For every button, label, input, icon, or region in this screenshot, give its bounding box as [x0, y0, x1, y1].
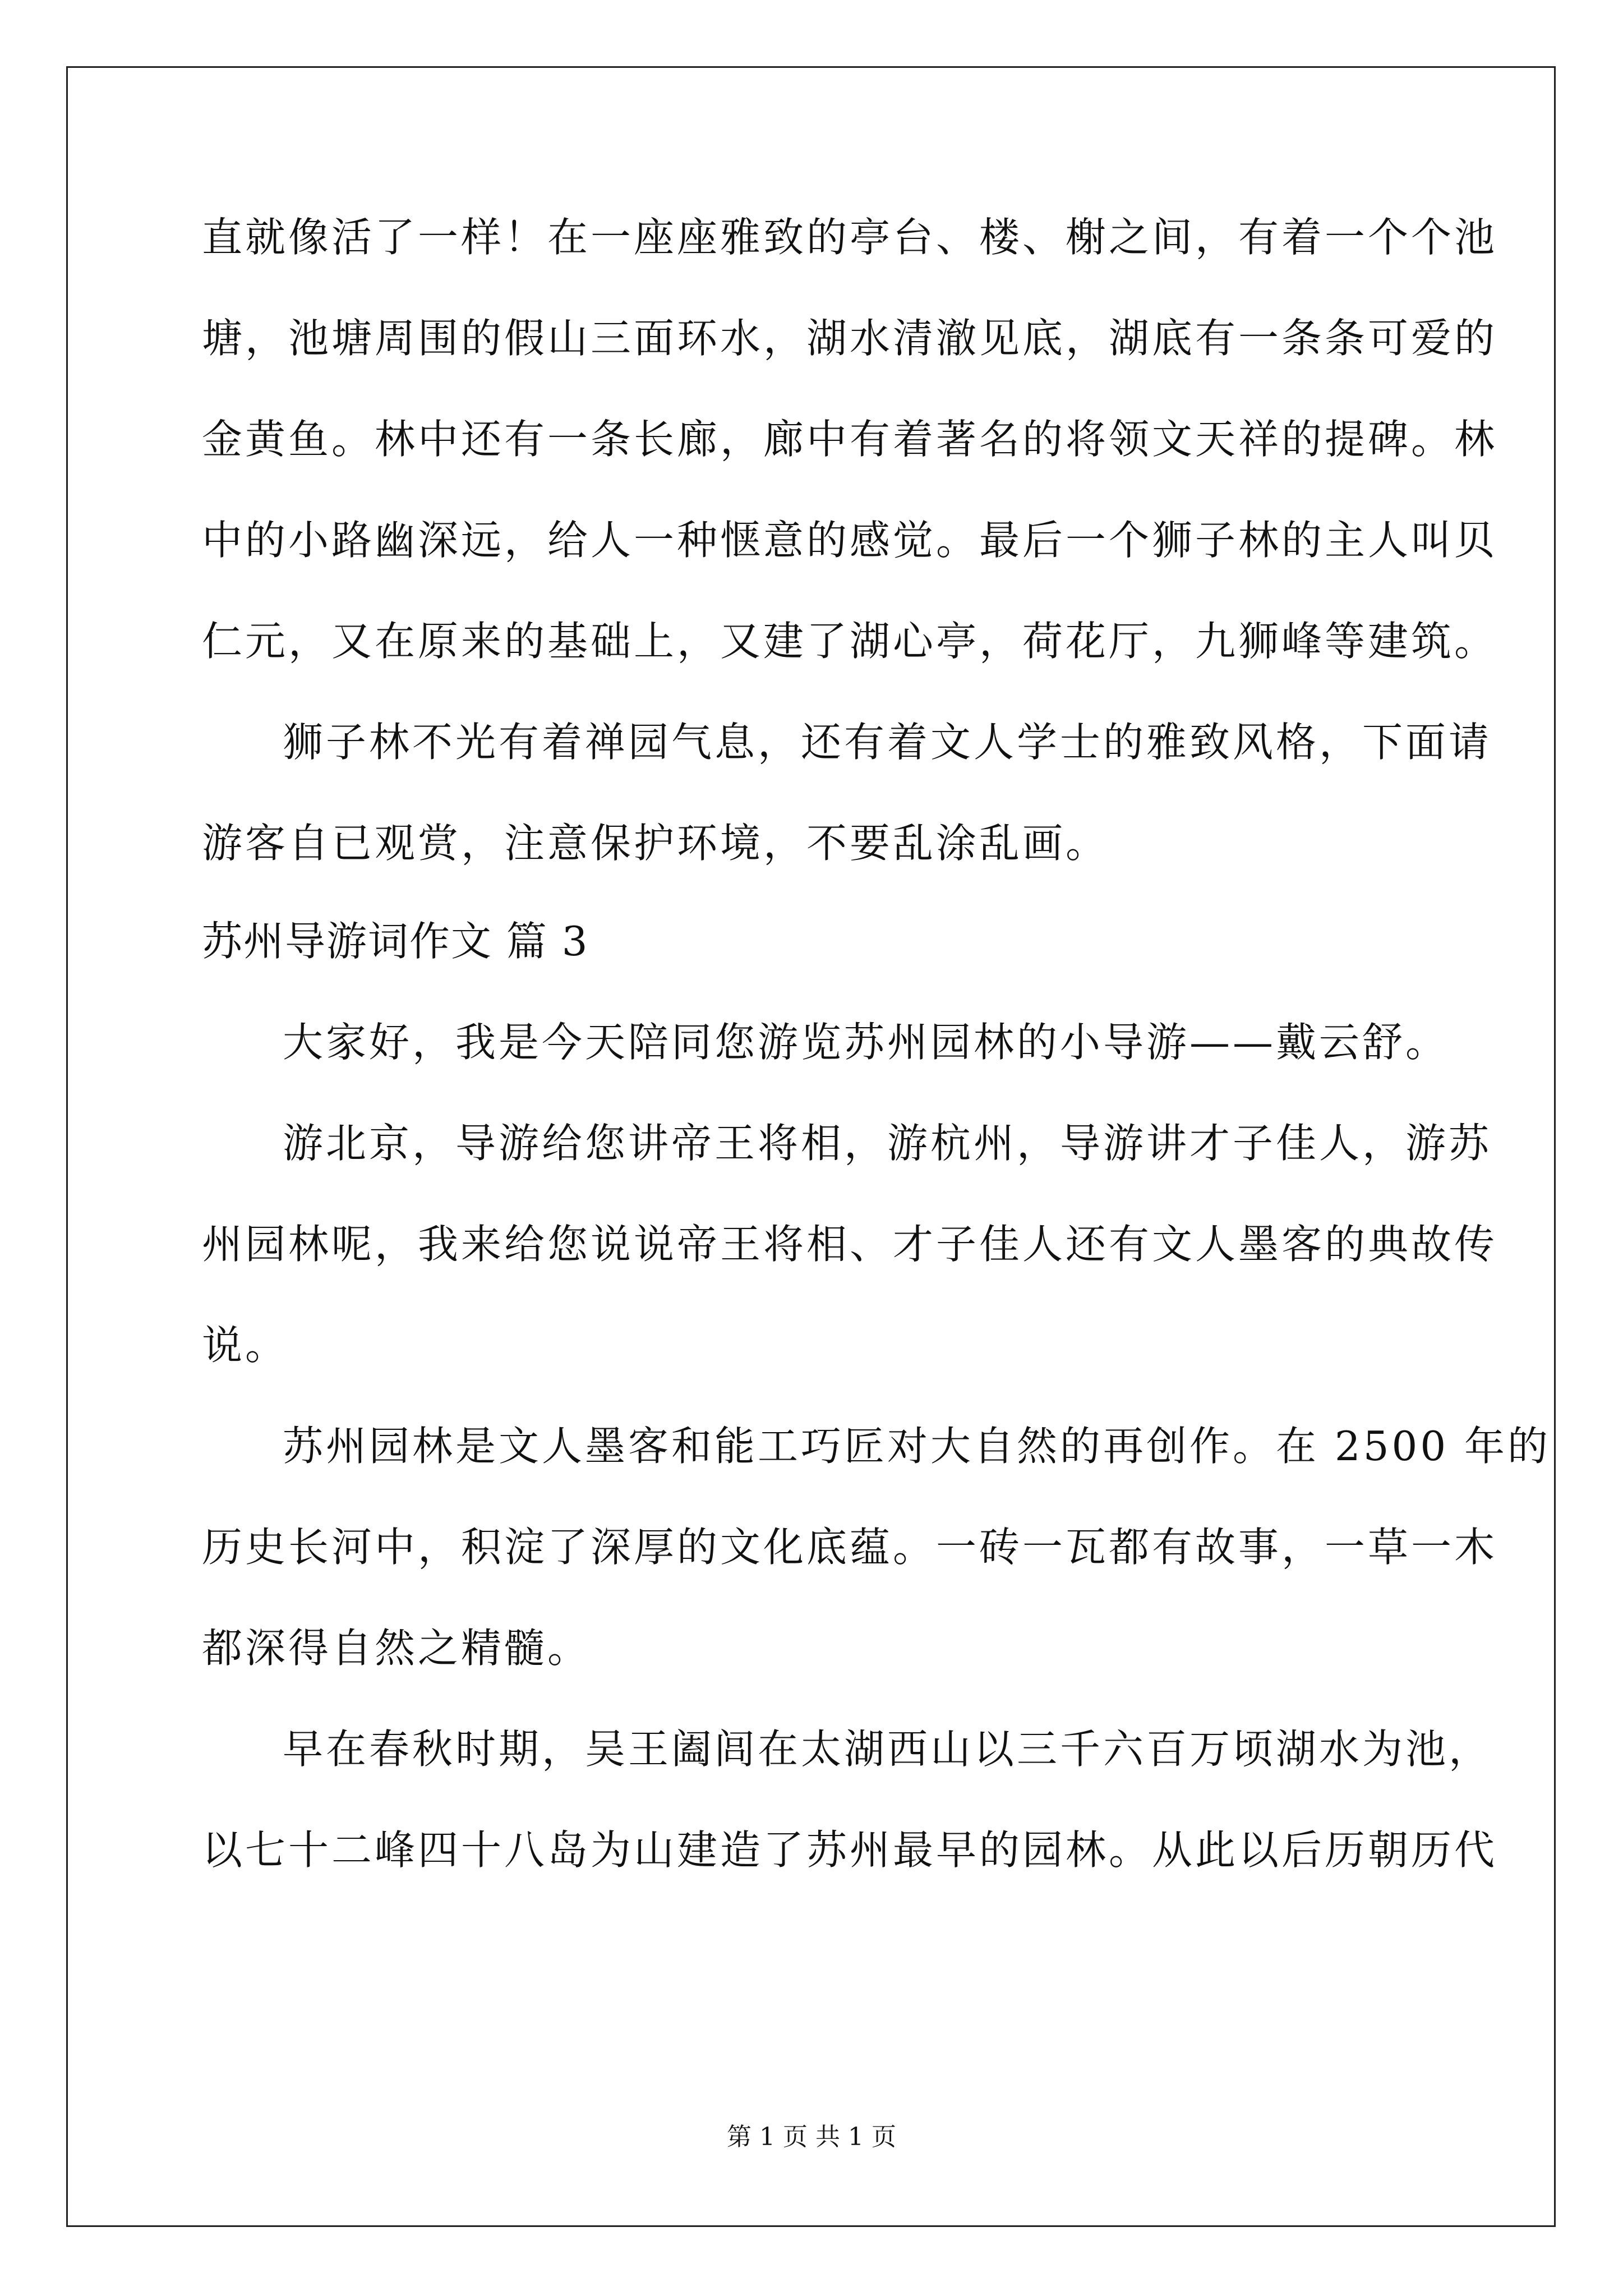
text-line: 仁元，又在原来的基础上，又建了湖心亭，荷花厅，九狮峰等建筑。 [202, 618, 1498, 665]
paragraph-first-line: 苏州园林是文人墨客和能工巧匠对大自然的再创作。在 2500 年的 [283, 1423, 1551, 1470]
section-heading: 苏州导游词作文 篇 3 [202, 918, 589, 965]
page-footer: 第 1 页 共 1 页 [727, 2123, 896, 2151]
paragraph-first-line: 狮子林不光有着禅园气息，还有着文人学士的雅致风格，下面请 [283, 719, 1492, 766]
text-line: 直就像活了一样！在一座座雅致的亭台、楼、榭之间，有着一个个池 [202, 214, 1498, 261]
text-line: 中的小路幽深远，给人一种惬意的感觉。最后一个狮子林的主人叫贝 [202, 517, 1498, 564]
text-line: 游客自已观赏，注意保护环境，不要乱涂乱画。 [202, 820, 1109, 867]
text-line: 说。 [202, 1322, 289, 1369]
text-line: 都深得自然之精髓。 [202, 1625, 591, 1672]
text-line: 金黄鱼。林中还有一条长廊，廊中有着著名的将领文天祥的提碑。林 [202, 416, 1498, 463]
paragraph-first-line: 早在春秋时期，吴王阖闾在太湖西山以三千六百万顷湖水为池， [283, 1726, 1492, 1773]
text-line: 以七十二峰四十八岛为山建造了苏州最早的园林。从此以后历朝历代 [202, 1826, 1498, 1874]
text-line: 州园林呢，我来给您说说帝王将相、才子佳人还有文人墨客的典故传 [202, 1221, 1498, 1268]
paragraph-first-line: 游北京，导游给您讲帝王将相，游杭州，导游讲才子佳人，游苏 [283, 1120, 1492, 1167]
paragraph-first-line: 大家好，我是今天陪同您游览苏州园林的小导游——戴云舒。 [283, 1019, 1449, 1066]
text-line: 塘，池塘周围的假山三面环水，湖水清澈见底，湖底有一条条可爱的 [202, 315, 1498, 362]
text-line: 历史长河中，积淀了深厚的文化底蕴。一砖一瓦都有故事，一草一木 [202, 1524, 1498, 1571]
